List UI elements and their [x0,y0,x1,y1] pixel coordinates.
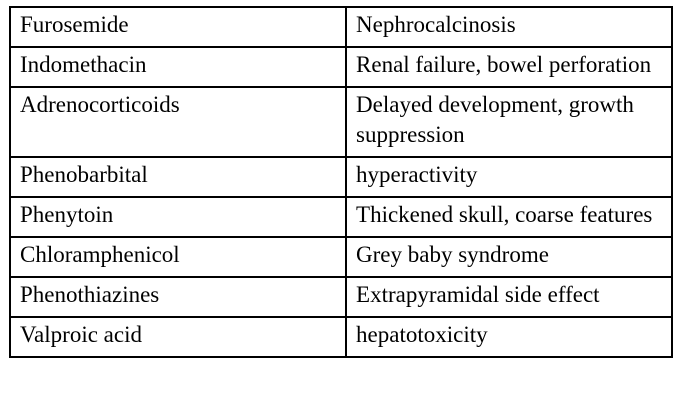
drug-cell: Chloramphenicol [10,237,346,277]
drug-cell: Adrenocorticoids [10,87,346,157]
drug-effects-table-container [9,6,673,358]
drug-cell: Phenothiazines [10,277,346,317]
table-row [10,7,672,47]
drug-effects-table [9,6,673,358]
table-row [10,47,672,87]
drug-cell: Phenobarbital [10,157,346,197]
table-row [10,237,672,277]
table-row [10,317,672,357]
drug-cell: Indomethacin [10,47,346,87]
effect-cell: Delayed development, growth suppression [346,87,672,157]
drug-cell: Valproic acid [10,317,346,357]
effect-cell: Nephrocalcinosis [346,7,672,47]
effect-cell: Renal failure, bowel perforation [346,47,672,87]
effect-cell: Thickened skull, coarse features [346,197,672,237]
effect-cell: hyperactivity [346,157,672,197]
effect-cell: hepatotoxicity [346,317,672,357]
table-row [10,197,672,237]
drug-cell: Phenytoin [10,197,346,237]
effect-cell: Grey baby syndrome [346,237,672,277]
effect-cell: Extrapyramidal side effect [346,277,672,317]
table-row [10,87,672,157]
drug-cell: Furosemide [10,7,346,47]
table-row [10,157,672,197]
table-row [10,277,672,317]
